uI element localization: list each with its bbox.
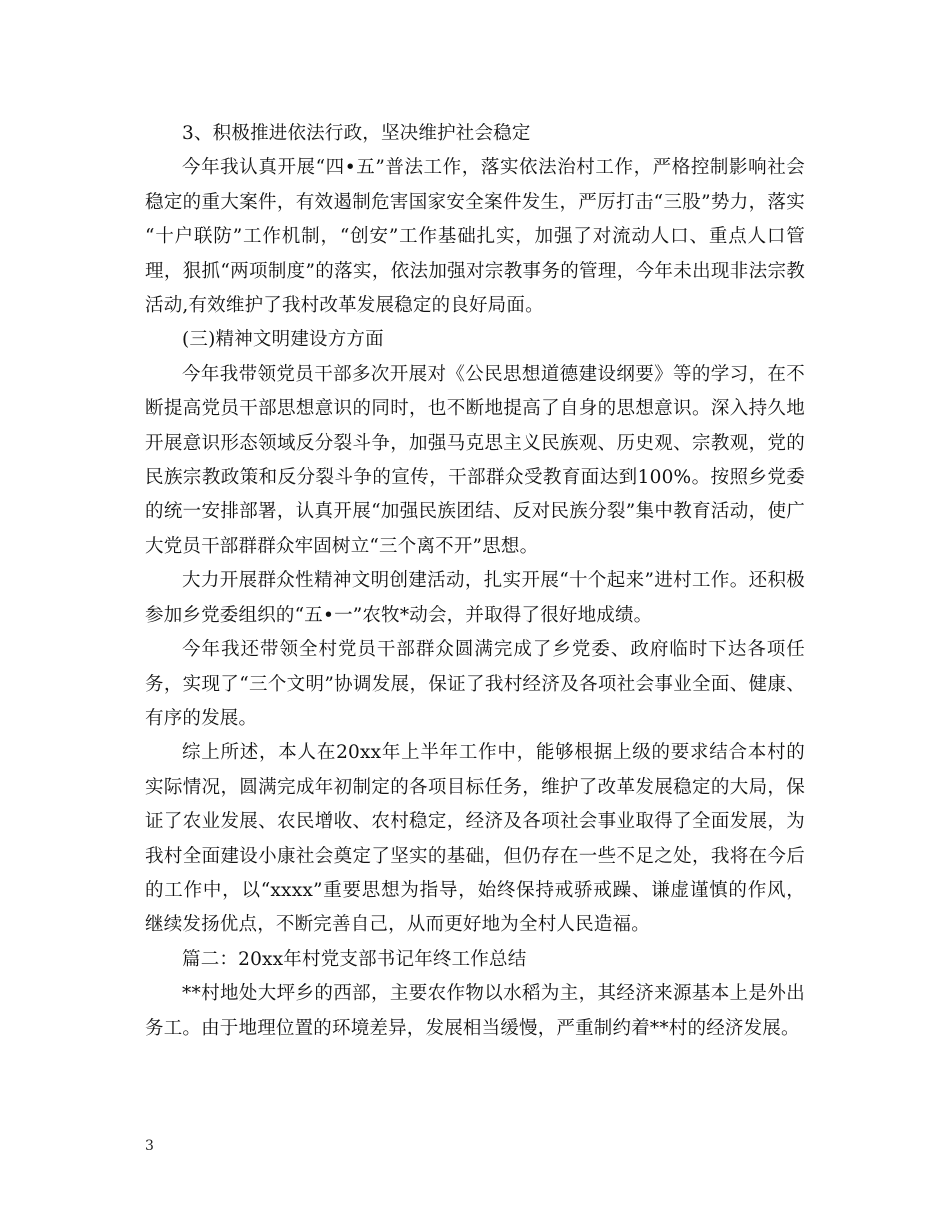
page-number: 3 xyxy=(145,1138,154,1154)
paragraph-civilization-activities: 大力开展群众性精神文明创建活动，扎实开展“十个起来”进村工作。还积极参加乡党委组织的“五•一”农牧*动会，并取得了很好地成绩。 xyxy=(145,570,805,626)
paragraph-ideology-study: 今年我带领党员干部多次开展对《公民思想道德建设纲要》等的学习，在不断提高党员干部思想意识的同时，也不断地提高了自身的思想意识。深入持久地开展意识形态领域反分裂斗争，加强马克思主义民族观、历史观、宗教观，党的民族宗教政策和反分裂斗争的宣传，干部群众受教育面达到100%。按照乡党委的统一安排部署，认真开展“加强民族团结、反对民族分裂”集中教育活动，使广大党员干部群群众牢固树立“三个离不开”思想。 xyxy=(145,363,805,557)
paragraph-tasks-completed: 今年我还带领全村党员干部群众圆满完成了乡党委、政府临时下达各项任务，实现了“三个文明”协调发展，保证了我村经济及各项社会事业全面、健康、有序的发展。 xyxy=(145,639,805,729)
paragraph-law-work: 今年我认真开展“四•五”普法工作，落实依法治村工作，严格控制影响社会稳定的重大案件，有效遏制危害国家安全案件发生，严厉打击“三股”势力，落实 “十户联防”工作机制，“创安”工作基础扎实，加强了对流动人口、重点人口管理，狠抓“两项制度”的落实，依法加强对宗教事务的管理，今年未出现非法宗教活动,有效维护了我村改革发展稳定的良好局面。 xyxy=(145,157,805,317)
document-body xyxy=(145,117,805,1046)
paragraph-summary: 综上所述，本人在20xx年上半年工作中，能够根据上级的要求结合本村的实际情况，圆满完成年初制定的各项目标任务，维护了改革发展稳定的大局，保证了农业发展、农民增收、农村稳定，经济及各项社会事业取得了全面发展，为我村全面建设小康社会奠定了坚实的基础，但仍存在一些不足之处，我将在今后的工作中，以“xxxx”重要思想为指导，始终保持戒骄戒躁、谦虚谨慎的作风，继续发扬优点，不断完善自己，从而更好地为全村人民造福。 xyxy=(145,742,805,936)
section-heading-law: 3、积极推进依法行政，坚决维护社会稳定 xyxy=(182,123,531,144)
section-heading-part-two: 篇二：20xx年村党支部书记年终工作总结 xyxy=(182,948,527,970)
section-heading-civilization: (三)精神文明建设方方面 xyxy=(182,329,384,351)
paragraph-village-intro: **村地处大坪乡的西部，主要农作物以水稻为主，其经济来源基本上是外出务工。由于地理位置的环境差异，发展相当缓慢，严重制约着**村的经济发展。 xyxy=(145,983,805,1039)
